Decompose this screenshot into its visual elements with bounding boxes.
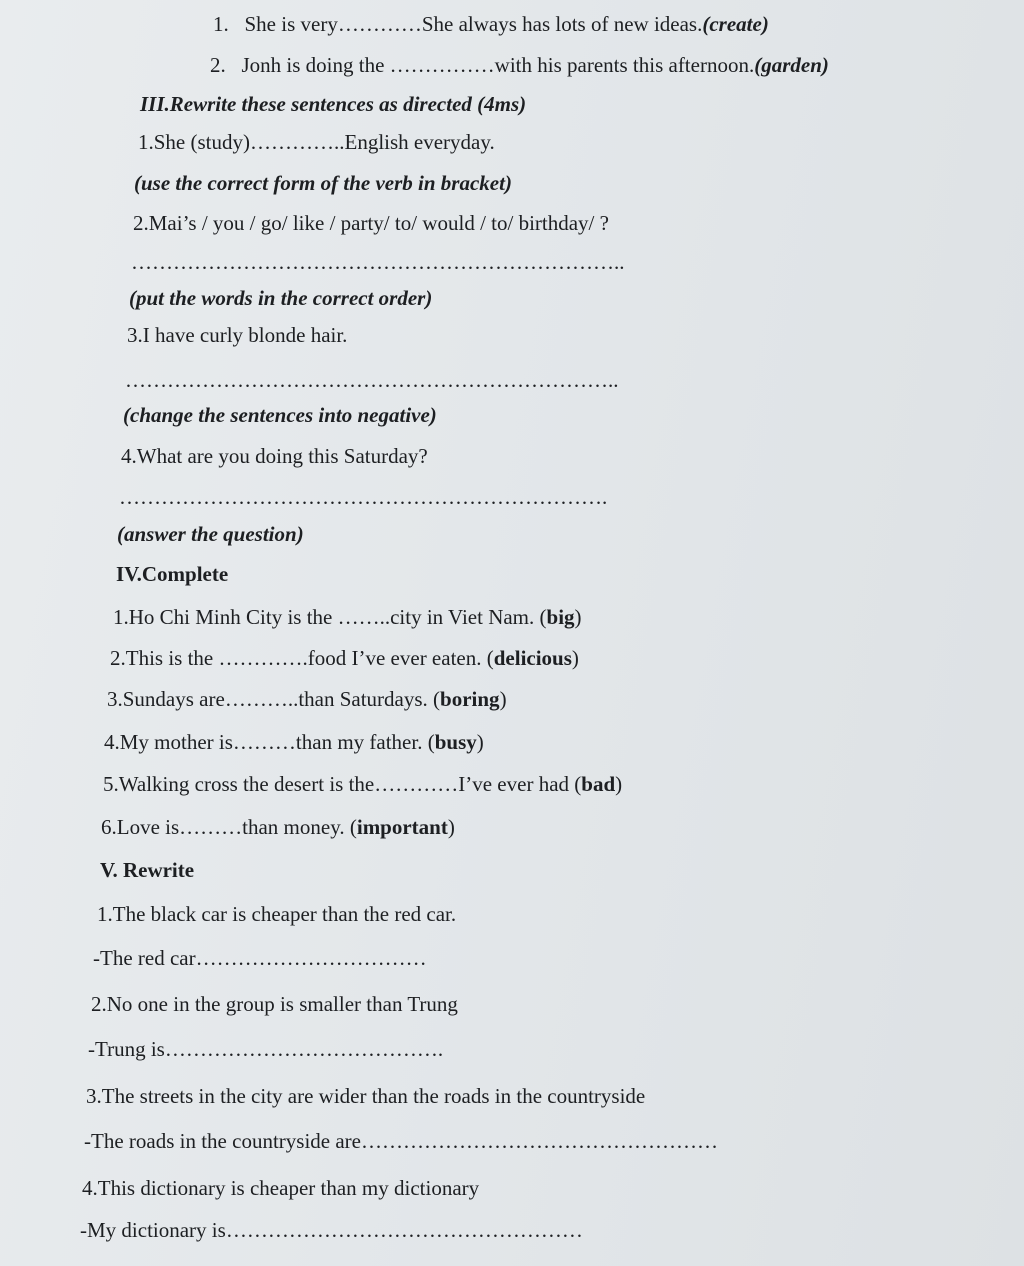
paren-close: ) [574,605,582,629]
item-text-pre: 2.This is the [110,646,219,670]
item-text-post: than money. ( [242,815,357,839]
item-text-post: with his parents this afternoon. [494,53,755,77]
instruction-note-1: (use the correct form of the verb in bracket) [134,171,512,195]
rewrite-answer-3 [84,1131,718,1152]
rewrite-item-1 [138,132,495,153]
item-text-pre: 1.Ho Chi Minh City is the [113,605,338,629]
word-hint: big [546,605,575,629]
complete-item-6 [101,817,455,838]
answer-blank-2: …………………………………………………………….. [131,250,625,274]
section-3-heading: III.Rewrite these sentences as directed (4ms) [140,92,527,116]
complete-item-4 [104,732,484,753]
item-text-pre: 4.My mother is [104,730,233,754]
item-text-pre: Jonh is doing the [241,53,390,77]
blank-dots: …………………………………. [164,1037,444,1061]
item-text-pre: 6.Love is [101,815,180,839]
blank-dots: …………… [389,53,495,77]
complete-item-2 [110,648,579,669]
item-text-post: food I’ve ever eaten. ( [307,646,494,670]
word-hint: delicious [493,646,572,670]
instruction-note-4: (answer the question) [117,522,304,546]
rewrite-answer-1 [93,948,427,969]
item-text-pre: She is very [244,12,338,36]
blank-dots: …………………………………………… [225,1218,583,1242]
rewrite-item-3: 3.I have curly blonde hair. [127,323,348,347]
blank-dots: …………. [218,646,308,670]
item-text-post: than my father. ( [295,730,435,754]
blank-dots: …….. [337,605,391,629]
item-text-pre: 5.Walking cross the desert is the [103,772,375,796]
item-text-post: I’ve ever had ( [458,772,582,796]
answer-prefix: -My dictionary is [80,1218,226,1242]
word-hint: busy [434,730,477,754]
rewrite-item-4: 4.What are you doing this Saturday? [121,444,428,468]
instruction-note-2: (put the words in the correct order) [129,286,433,310]
item-text-post: English everyday. [344,130,495,154]
answer-blank-3: …………………………………………………………….. [125,368,619,392]
paren-close: ) [615,772,623,796]
item-text-post: She always has lots of new ideas. [421,12,703,36]
rewrite-question-2: 2.No one in the group is smaller than Trung [91,992,458,1016]
blank-dots: ………… [374,772,459,796]
paren-close: ) [447,815,455,839]
answer-prefix: -Trung is [88,1037,165,1061]
word-hint: boring [440,687,500,711]
blank-dots: ………… [337,12,422,36]
item-number: 1. [213,12,229,36]
rewrite-question-4: 4.This dictionary is cheaper than my dictionary [82,1176,480,1200]
blank-dots: …………………………… [195,946,427,970]
complete-item-5 [103,774,622,795]
exercise-item-garden [210,55,829,76]
blank-dots: ……… [179,815,243,839]
item-number: 2. [210,53,226,77]
complete-item-1 [113,607,582,628]
answer-prefix: -The red car [93,946,196,970]
section-4-heading: IV.Complete [116,562,229,586]
rewrite-question-3: 3.The streets in the city are wider than the roads in the countryside [86,1084,646,1108]
exercise-item-create [213,14,769,35]
blank-dots: ………….. [250,130,345,154]
complete-item-3 [107,689,507,710]
answer-prefix: -The roads in the countryside are [84,1129,361,1153]
paren-close: ) [571,646,579,670]
rewrite-answer-2 [88,1039,443,1060]
rewrite-answer-4 [80,1220,583,1241]
paren-close: ) [499,687,507,711]
blank-dots: …………………………………………… [360,1129,718,1153]
item-text-post: than Saturdays. ( [298,687,441,711]
answer-blank-4: ……………………………………………………………. [119,485,608,509]
section-5-heading: V. Rewrite [100,858,195,882]
instruction-note-3: (change the sentences into negative) [123,403,437,427]
item-text-pre: 3.Sundays are [107,687,225,711]
blank-dots: ……… [232,730,296,754]
paren-close: ) [476,730,484,754]
rewrite-question-1: 1.The black car is cheaper than the red car. [97,902,457,926]
word-hint: (create) [702,12,769,36]
item-text-pre: 1.She (study) [138,130,250,154]
word-hint: important [356,815,448,839]
blank-dots: ……….. [224,687,299,711]
rewrite-item-2: 2.Mai’s / you / go/ like / party/ to/ would / to/ birthday/ ? [133,211,609,235]
word-hint: bad [581,772,616,796]
word-hint: (garden) [754,53,829,77]
item-text-post: city in Viet Nam. ( [390,605,547,629]
